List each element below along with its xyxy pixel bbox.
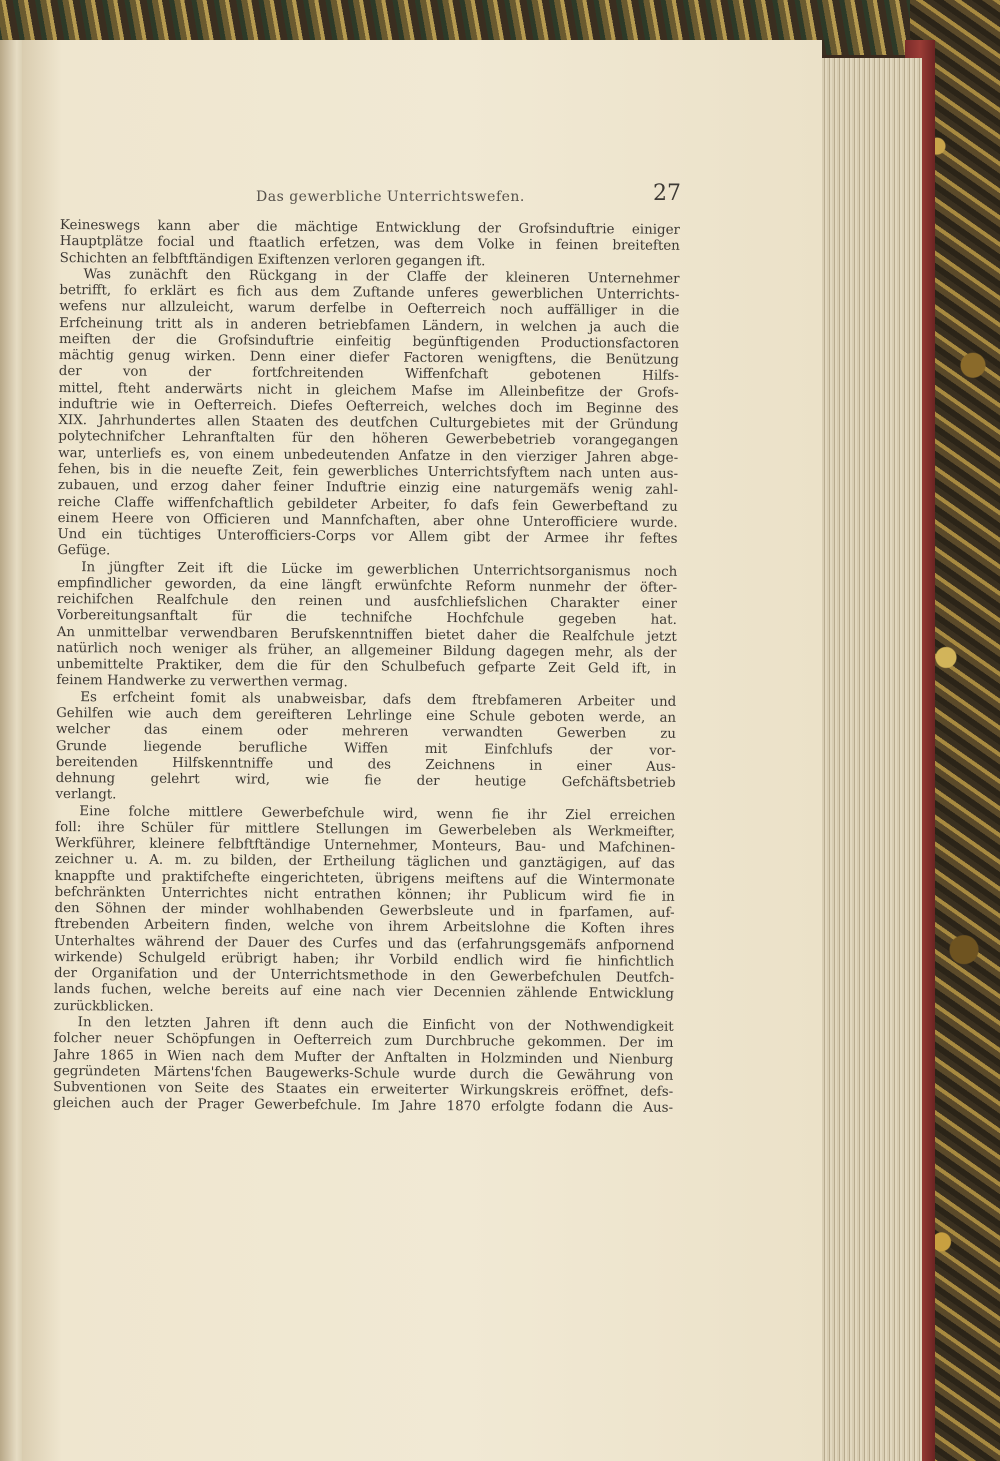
text-line: Vorbereitungsanftalt für die technifche Hochfchule gegeben hat. (56, 608, 677, 629)
text-line: wirkende) Schulgeld erübrigt haben; ihr Vorbild endlich wird fie hinfichtlich (54, 949, 675, 970)
text-line: knappfte und praktifchefte eingerichteten, übrigens meiftens auf die Wintermonate (54, 868, 675, 889)
text-line: An unmittelbar verwendbaren Berufskenntniffen bietet daher die Realfchule jetzt (56, 624, 677, 645)
text-line: den Söhnen der minder wohlhabenden Gewerbsleute und in fparfamen, auf- (54, 901, 675, 922)
text-line: dehnung gelehrt wird, wie fie der heutige Gefchäftsbetrieb (55, 771, 676, 791)
text-line: induftrie wie in Oefterreich. Diefes Oefterreich, welches doch im Beginne des (58, 396, 679, 417)
text-line: der Organifation und der Unterrichtsmethode in den Gewerbefchulen Deutfch- (54, 966, 675, 987)
running-title: Das gewerbliche Unterrichtswefen. (256, 189, 525, 205)
text-line: folcher neuer Schöpfungen in Oefterreich zum Durchbruche gekommen. Der im (53, 1031, 674, 1052)
text-line: einem Heere von Officieren und Mannfchaften, aber ohne Unterofficiere wurde. (57, 510, 678, 531)
text-line: reichifchen Realfchule den reinen und ausfchliefslichen Charakter einer (56, 592, 678, 612)
text-line: feinem Handwerke zu verwerthen vermag. (56, 673, 348, 691)
text-line: Schichten an felbftftändigen Exiftenzen verloren gegangen ift. (59, 250, 486, 269)
text-line: In den letzten Jahren ift denn auch die Einficht von der Nothwendigkeit (77, 1015, 674, 1035)
text-line: Unterhaltes während der Dauer des Curfes und das (erfahrungsgemäfs anfpornend (54, 933, 675, 954)
text-line: Es erfcheint fomit als unabweisbar, dafs dem ftrebfameren Arbeiter und (80, 689, 677, 710)
text-line: Werkführer, kleinere felbftftändige Unternehmer, Monteurs, Bau- und Mafchinen- (55, 836, 676, 856)
text-line: wefens nur allzuleicht, warum derfelbe in Oefterreich noch auffälliger in die (59, 299, 680, 320)
text-line: betrifft, fo erklärt es fich aus dem Zuftande unferes gewerblichen Unterrichts- (59, 283, 680, 303)
body-text (53, 218, 680, 1117)
text-line: XIX. Jahrhundertes allen Staaten des deutfchen Culturgebietes mit der Gründung (58, 413, 679, 434)
text-line: polytechnifcher Lehranftalten für den höheren Gewerbebetrieb vorangegangen (58, 429, 679, 450)
text-line: Was zunächft den Rückgang in der Claffe der kleineren Unternehmer (83, 266, 680, 287)
text-line: bereitenden Hilfskenntniffe und des Zeichnens in einer Aus- (55, 754, 676, 775)
running-header (256, 181, 681, 211)
text-line: unbemittelte Praktiker, dem die für den Schulbefuch gefparte Zeit Geld ift, in (56, 657, 677, 678)
text-line: lands fuchen, welche bereits auf eine nach vier Decennien zählende Entwicklung (53, 982, 674, 1003)
text-line: zurückblicken. (53, 998, 154, 1015)
text-line: In jüngfter Zeit ift die Lücke im gewerblichen Unterrichtsorganismus noch (81, 559, 678, 580)
text-line: Erfcheinung tritt als in anderen betriebfamen Ländern, in welchen ja auch die (59, 315, 680, 336)
text-line: verlangt. (55, 787, 117, 803)
text-line: mächtig genug wirken. Denn einer diefer Factoren wenigftens, die Benützung (58, 348, 679, 368)
text-line: Subventionen von Seite des Staates ein erweiterter Wirkungskreis eröffnet, defs- (53, 1080, 674, 1100)
text-line: Grunde liegende berufliche Wiffen mit Einfchlufs der vor- (55, 738, 676, 759)
text-line: gleichen auch der Prager Gewerbefchule. Im Jahre 1870 erfolgte fodann die Aus- (52, 1096, 674, 1117)
text-line: war, unterliefs es, von einem unbedeutenden Anfatze in den vierziger Jahren abge- (58, 445, 679, 466)
text-line: natürlich noch weniger als früher, an allgemeiner Bildung dagegen mehr, als der (56, 640, 677, 661)
text-line: Und ein tüchtiges Unterofficiers-Corps vor Allem gibt der Armee ihr feftes (57, 527, 678, 547)
text-line: gegründeten Märtens'fchen Baugewerks-Schule wurde durch die Gewährung von (53, 1063, 674, 1084)
text-line: Keineswegs kann aber die mächtige Entwicklung der Grofsinduftrie einiger (59, 218, 680, 238)
page-stack-edges (812, 58, 922, 1461)
text-line: meiften der die Grofsinduftrie einfeitig begünftigenden Productionsfactoren (58, 331, 680, 352)
text-line: befchränkten Unterrichtes nicht entrathen können; ihr Publicum wird fie in (54, 884, 675, 905)
text-line: Hauptplätze focial und ftaatlich erfetzen, was dem Volke in feinen breiteften (59, 234, 680, 255)
text-line: Eine folche mittlere Gewerbefchule wird, wenn fie ihr Ziel erreichen (79, 803, 676, 824)
text-line: zubauen, und erzog daher feiner Induftrie einzig eine naturgemäfs wenig zahl- (57, 478, 678, 499)
text-line: Gefüge. (57, 543, 111, 559)
text-line: reiche Claffe wiffenfchaftlich gebildeter Arbeiter, fo dafs fein Gewerbeftand zu (57, 494, 678, 515)
text-line: fehen, bis in die neuefte Zeit, fein gewerbliches Unterrichtsfyftem nach unten aus- (57, 461, 679, 482)
text-line: Gehilfen wie auch dem gereifteren Lehrlinge eine Schule geboten werde, an (56, 705, 677, 726)
text-line: Jahre 1865 in Wien nach dem Mufter der Anftalten in Holzminden und Nienburg (53, 1047, 674, 1068)
text-line: welcher das einem oder mehreren verwandten Gewerben zu (55, 722, 677, 743)
text-line: foll: ihre Schüler für mittlere Stellungen im Gewerbeleben als Werkmeifter, (55, 819, 676, 840)
text-line: der von der fortfchreitenden Wiffenfchaft gebotenen Hilfs- (58, 364, 679, 385)
page-number: 27 (653, 181, 681, 206)
text-line: ftrebenden Arbeitern finden, welche von ihrem Arbeitslohne die Koften ihres (54, 917, 675, 938)
text-line: zeichner u. A. m. zu bilden, der Ertheilung täglichen und ganztägigen, auf das (54, 852, 675, 873)
text-line: empfindlicher geworden, da eine längft erwünfchte Reform nunmehr der öfter- (57, 575, 678, 596)
text-line: mittel, fteht anderwärts nicht in gleichem Mafse im Alleinbefitze der Grofs- (58, 380, 679, 401)
